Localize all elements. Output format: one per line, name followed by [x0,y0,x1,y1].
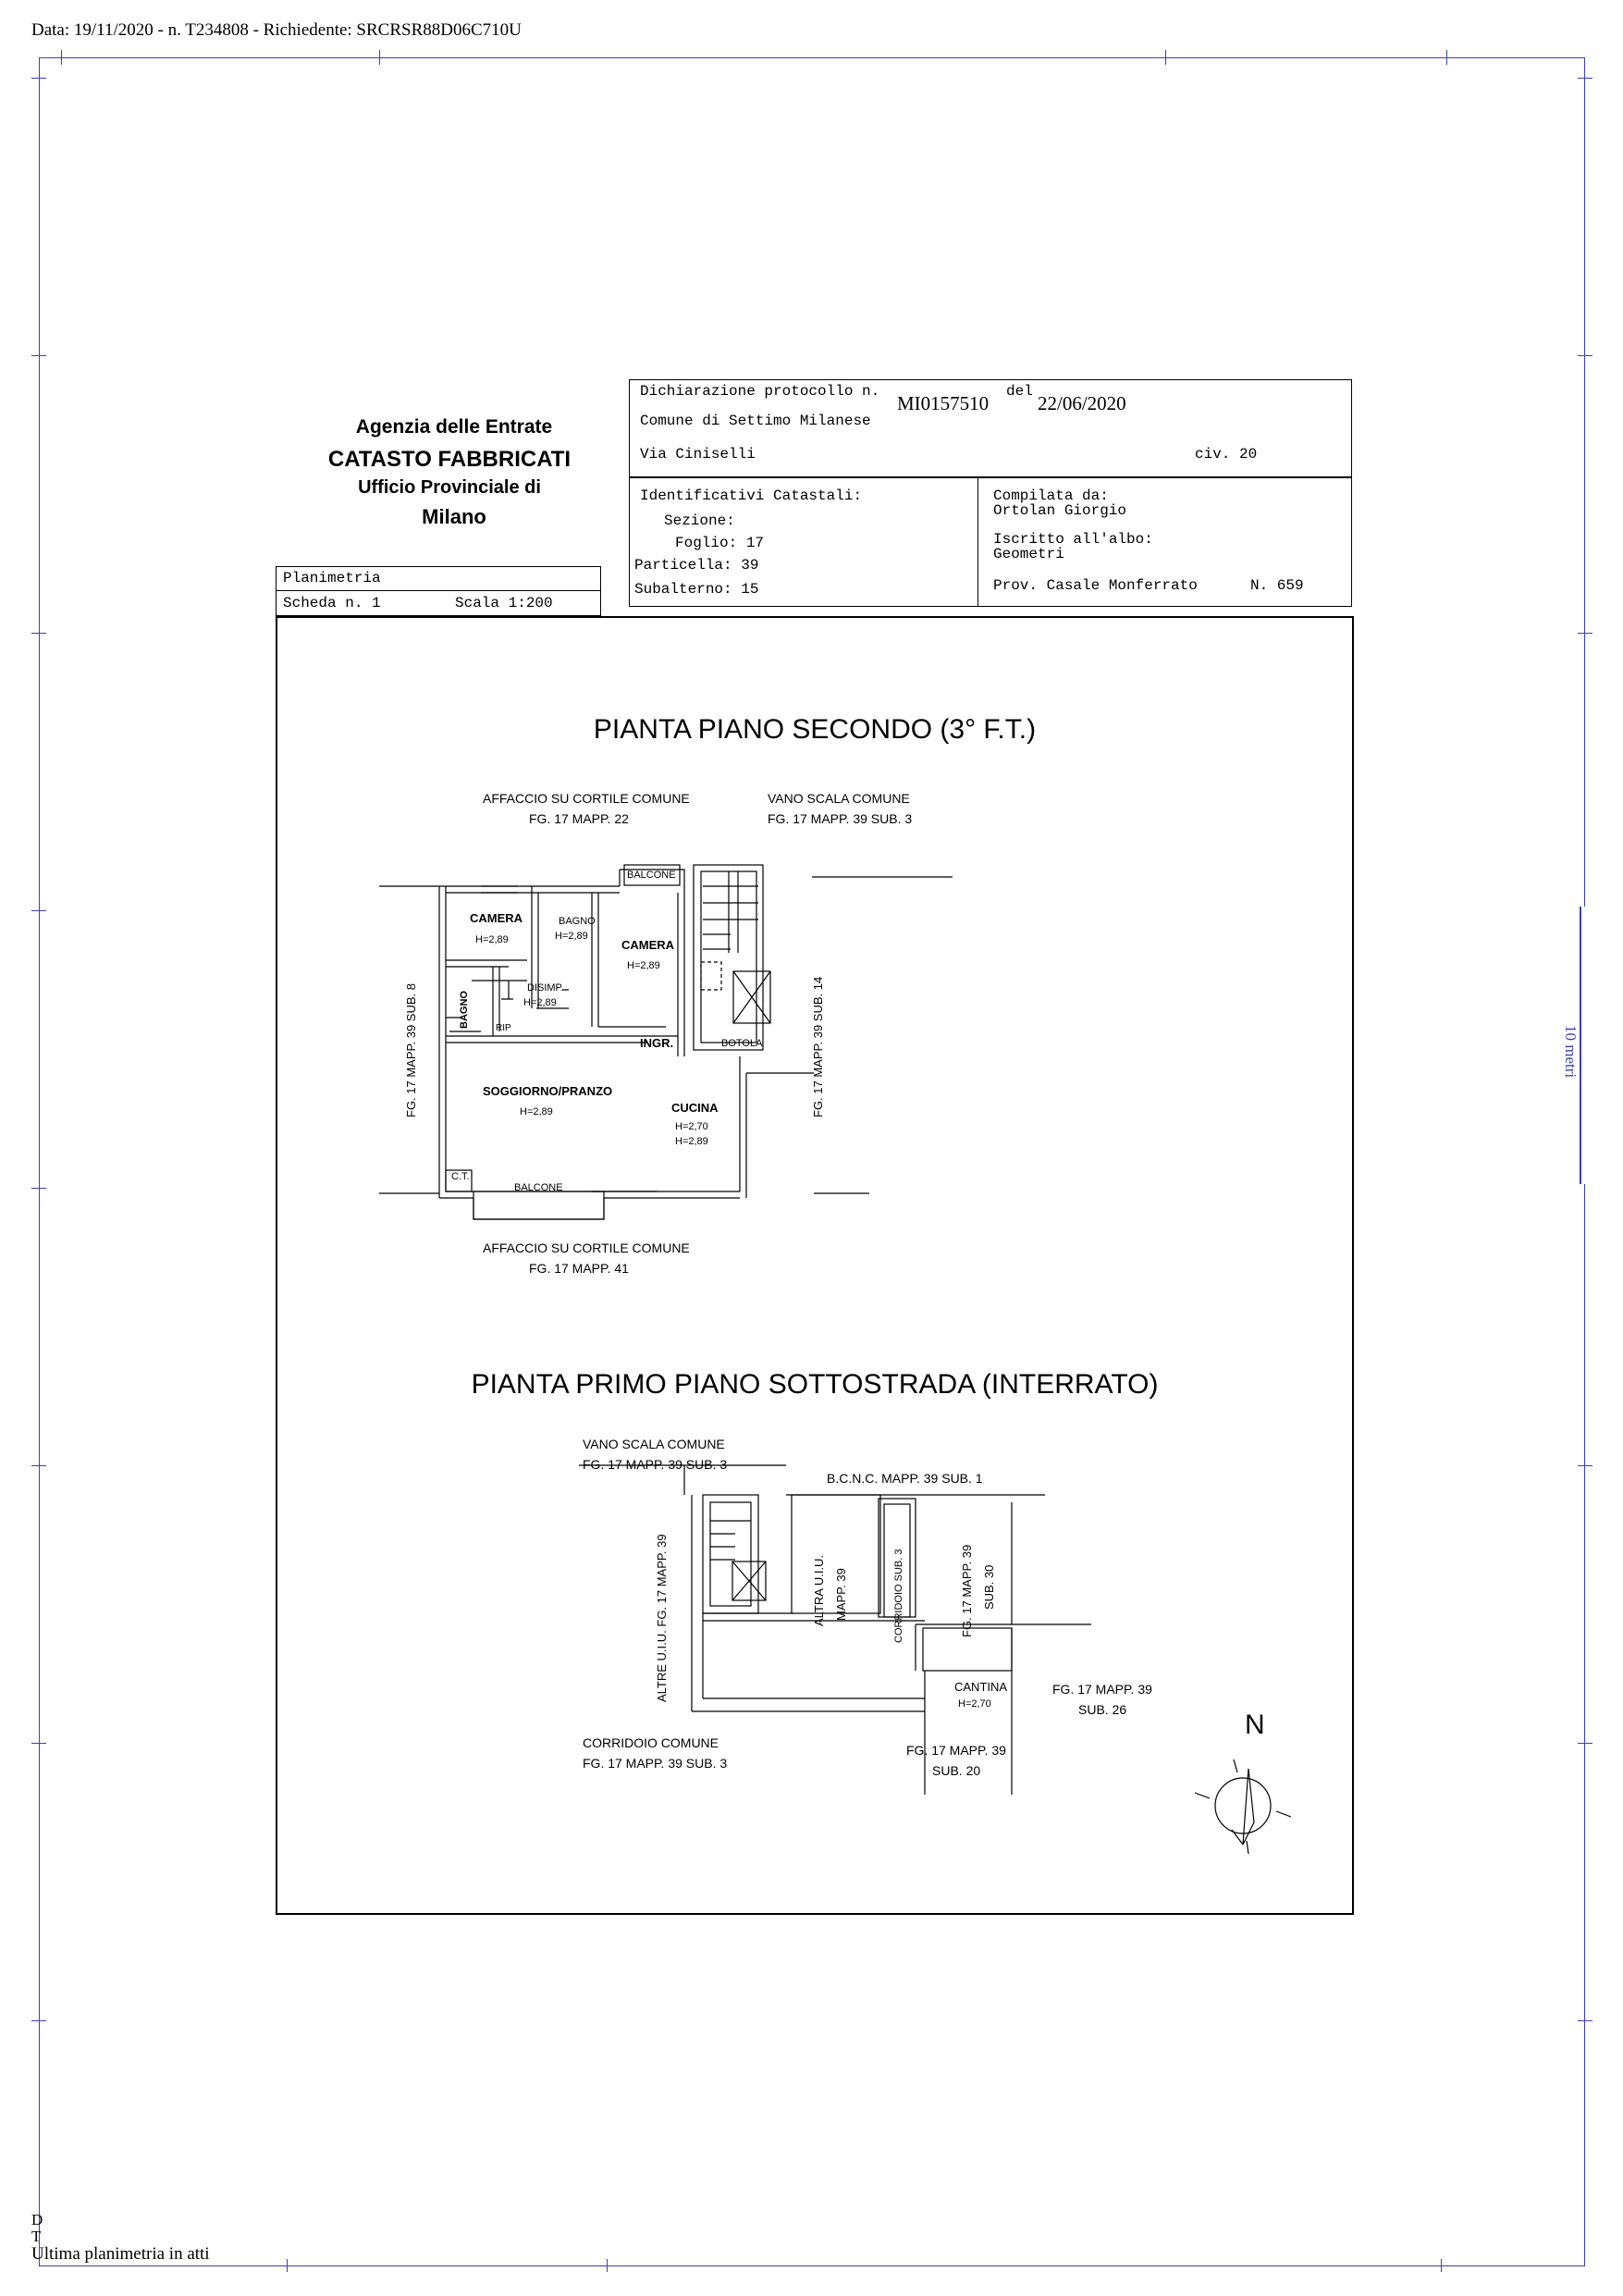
room-ct: C.T. [451,1171,470,1182]
room-camera-1: CAMERA [470,911,523,925]
room-bagno-2: BAGNO [459,991,470,1029]
request-header: Data: 19/11/2020 - n. T234808 - Richiedente: SRCRSR88D06C710U [31,20,522,40]
room-cucina-height-1: H=2,70 [675,1121,708,1132]
prov-label: Prov. Casale Monferrato [993,577,1198,594]
room-balcone-top: BALCONE [627,870,676,881]
protocol-number: MI0157510 [897,392,990,414]
frame-tick [31,78,46,79]
plan2-sub26-sub: SUB. 26 [1078,1702,1127,1717]
declaration-date: 22/06/2020 [1038,392,1126,414]
planimetria-divider [276,590,601,591]
room-soggiorno: SOGGIORNO/PRANZO [483,1084,613,1098]
plan1-title: PIANTA PIANO SECONDO (3° F.T.) [593,714,1037,745]
frame-tick [31,1465,46,1466]
plan2-sub20-sub: SUB. 20 [932,1763,981,1778]
plan1-top-left-ref: FG. 17 MAPP. 22 [529,811,629,826]
plan2-top-ref: FG. 17 MAPP. 39 SUB. 3 [583,1457,728,1472]
frame-tick [1578,633,1592,634]
foglio-value: Foglio: 17 [675,535,765,551]
identificativi-title: Identificativi Catastali: [640,488,863,504]
plan2-altra-mapp: MAPP. 39 [834,1568,848,1621]
frame-tick [1446,50,1447,65]
frame-tick [31,633,46,634]
room-botola: BOTOLA [721,1038,763,1049]
room-disimp: DISIMP. [527,982,564,994]
scheda-number: Scheda n. 1 [283,595,381,611]
agency-name: Agenzia delle Entrate [355,416,553,438]
civico: civ. 20 [1195,446,1258,463]
plan2-sub30-sub: SUB. 30 [982,1564,996,1610]
room-soggiorno-height: H=2,89 [520,1106,553,1117]
plan2-left-side-label: ALTRE U.I.U. FG. 17 MAPP. 39 [655,1534,669,1702]
plan2-bcnc-label: B.C.N.C. MAPP. 39 SUB. 1 [827,1471,983,1486]
plan2-sub30-ref: FG. 17 MAPP. 39 [960,1544,974,1637]
frame-tick [31,355,46,356]
room-camera-1-height: H=2,89 [475,934,509,945]
particella-value: Particella: 39 [634,557,759,574]
plan2-corridoio-ref: FG. 17 MAPP. 39 SUB. 3 [583,1756,728,1771]
frame-tick [61,50,62,65]
plan2-cantina: CANTINA [954,1680,1008,1694]
compilata-label: Compilata da: [993,488,1109,504]
frame-tick [31,1743,46,1744]
north-arrow-icon [1187,1756,1298,1858]
plan2-corridoio-label: CORRIDOIO COMUNE [583,1735,719,1750]
frame-tick [1578,2020,1592,2021]
room-ingr: INGR. [640,1036,674,1050]
plan2-sub26-ref: FG. 17 MAPP. 39 [1052,1682,1152,1697]
frame-tick [31,2020,46,2021]
plan1-bottom-label: AFFACCIO SU CORTILE COMUNE [483,1241,690,1255]
plan2-altra-uiu: ALTRA U.I.U. [812,1554,826,1626]
plan2-top-label: VANO SCALA COMUNE [583,1437,725,1451]
iscritto-value: Geometri [993,546,1064,562]
ufficio-city: Milano [422,505,486,528]
plan1-bottom-ref: FG. 17 MAPP. 41 [529,1261,629,1276]
plan1-top-right-label: VANO SCALA COMUNE [768,791,910,806]
frame-tick [31,910,46,911]
room-cucina-height-2: H=2,89 [675,1136,708,1147]
frame-tick [1578,78,1592,79]
frame-tick [379,50,380,65]
room-balcone-bottom: BALCONE [514,1182,563,1193]
plan2-sub20-ref: FG. 17 MAPP. 39 [906,1743,1006,1758]
room-cucina: CUCINA [671,1101,719,1115]
scale-label: 10 metri [1562,1025,1580,1079]
frame-tick [1165,50,1166,65]
plan2-cantina-height: H=2,70 [958,1698,991,1710]
plan1-top-left-label: AFFACCIO SU CORTILE COMUNE [483,791,690,806]
frame-tick [31,1188,46,1189]
catasto-title: CATASTO FABBRICATI [327,447,572,472]
iscritto-label: Iscritto all'albo: [993,531,1153,548]
footer-letter-d: D [31,2211,43,2228]
ufficio-label: Ufficio Provinciale di [358,477,541,498]
sezione-label: Sezione: [664,512,735,529]
footer-letter-t: T [31,2228,42,2245]
room-camera-2-height: H=2,89 [627,960,660,971]
albo-number: N. 659 [1250,577,1304,594]
planimetria-title: Planimetria [283,570,381,586]
via-name: Via Ciniselli [640,446,756,463]
frame-tick [287,2259,288,2272]
scala-value: Scala 1:200 [455,595,553,611]
room-camera-2: CAMERA [621,938,675,952]
frame-tick [607,2259,608,2272]
plan2-title: PIANTA PRIMO PIANO SOTTOSTRADA (INTERRATO) [471,1369,1159,1400]
frame-tick [1441,2259,1442,2272]
del-label: del [1006,383,1033,400]
plan1-left-side-label: FG. 17 MAPP. 39 SUB. 8 [404,983,418,1117]
scale-bar [1580,907,1585,1184]
plan1-top-right-ref: FG. 17 MAPP. 39 SUB. 3 [768,811,913,826]
room-rip: RIP [496,1023,511,1033]
compilata-name: Ortolan Giorgio [993,502,1127,519]
north-label: N [1245,1710,1265,1740]
footer-last-planimetria: Ultima planimetria in atti [31,2244,210,2264]
subalterno-value: Subalterno: 15 [634,581,759,598]
room-disimp-height: H=2,89 [523,997,557,1008]
frame-tick [1578,355,1592,356]
frame-tick [1578,1743,1592,1744]
protocol-label: Dichiarazione protocollo n. [640,383,880,400]
room-bagno-1-height: H=2,89 [555,931,588,942]
frame-tick [1578,1465,1592,1466]
plan1-right-side-label: FG. 17 MAPP. 39 SUB. 14 [811,976,825,1117]
plan2-corridoio-sub: CORRIDOIO SUB. 3 [893,1549,904,1643]
room-bagno-1: BAGNO [559,916,596,927]
comune-name: Comune di Settimo Milanese [640,413,871,429]
